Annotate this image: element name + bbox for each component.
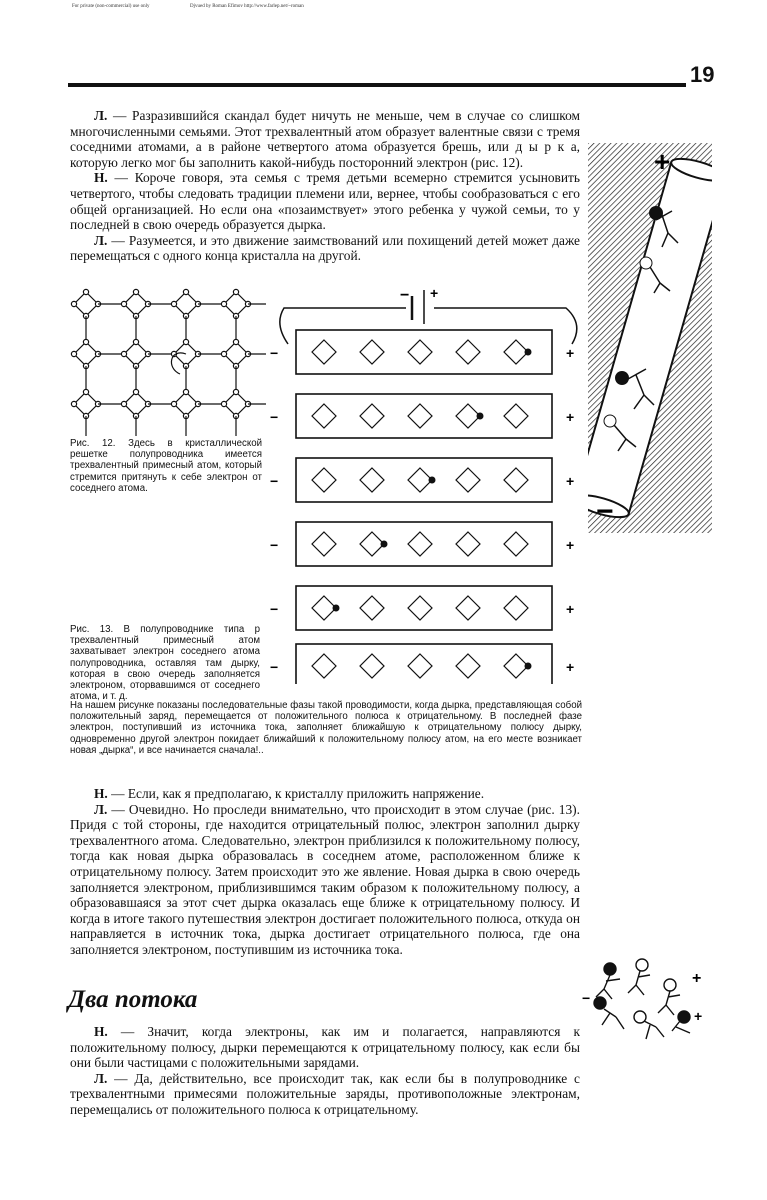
conduction-phase-row — [270, 522, 574, 566]
lattice-atom — [124, 342, 148, 366]
dialogue-text — [70, 786, 582, 958]
row-plus-label: + — [566, 345, 575, 361]
row-plus-label: + — [566, 473, 575, 489]
hole-marker — [333, 605, 340, 612]
battery-minus-label: − — [400, 287, 410, 304]
conduction-phase-row — [270, 586, 574, 630]
row-plus-label: + — [566, 409, 575, 425]
lattice-atom — [224, 392, 248, 416]
speaker-label: Н. — [94, 170, 108, 186]
paragraph-text: — Если, как я предполагаю, к кристаллу приложить напряжение. — [107, 786, 485, 801]
paragraph-text: — Значит, когда электроны, как им и полагается, направляются к положительному полюсу, дырки перемещаются к отрицательному полюсу, как если бы они были частицами с положительными зарядами. — [70, 1024, 580, 1071]
paragraph-2 — [70, 170, 580, 232]
semiconductor-tube-illustration — [588, 143, 712, 533]
closing-text — [70, 1024, 582, 1118]
lattice-atom — [224, 292, 248, 316]
speaker-label: Л. — [94, 1070, 108, 1086]
speaker-label: Н. — [94, 786, 108, 801]
lattice-atom — [74, 342, 98, 366]
row-plus-label: + — [566, 537, 575, 553]
conduction-phase-row — [270, 394, 574, 438]
hole-marker — [381, 541, 388, 548]
cartoon-plus-sign: + — [694, 1008, 703, 1024]
lattice-atom — [124, 392, 148, 416]
row-plus-label: + — [566, 601, 575, 617]
paragraph-text: — Короче говоря, эта семья с тремя детьми всемерно стремится усыновить четвертого, чтобы следовать традиции племени или, вернее, чтобы сообразоваться с его общей организацией. Но если она «позаимствует» этого ребенка у чужой семьи, то у последней в свою очередь образуется дырка. — [70, 170, 580, 233]
conduction-phase-row — [270, 458, 574, 502]
paragraph-1 — [70, 108, 580, 170]
battery-plus-label: + — [430, 285, 439, 301]
row-minus-label: − — [270, 659, 279, 675]
speaker-label: Л. — [94, 232, 108, 248]
row-minus-label: − — [270, 345, 279, 361]
tube-plus-sign: + — [654, 146, 671, 177]
speaker-label: Л. — [94, 108, 108, 123]
lattice-atom — [174, 292, 198, 316]
lattice-atom — [124, 292, 148, 316]
running-charges-cartoon — [580, 955, 710, 1045]
figure-12-caption: Рис. 12. Здесь в кристаллической решетке полупроводника имеется трехвалентный примесный атом, который стремится притянуть к себе электрон от соседнего атома. — [70, 438, 262, 494]
paragraph-7 — [70, 1071, 580, 1118]
paragraph-5 — [70, 802, 580, 958]
lattice-atom — [224, 342, 248, 366]
page-number: 19 — [690, 62, 715, 87]
row-minus-label: − — [270, 473, 279, 489]
tube-minus-sign: − — [596, 495, 614, 528]
hole-marker — [429, 477, 436, 484]
paragraph-text: — Очевидно. Но проследи внимательно, что происходит в этом случае (рис. 13). Придя с той стороны, где находится отрицательный полюс, электрон заполнил дырку трехвалентного атома. Следовательно, электрон приблизился к положительному полюсу, тогда как новая дырка образовалась в соседнем атоме, расположенном ближе к отрицательному полюсу. Затем происходит это же явление. Новая дырка в свою очередь заполняется электроном, приблизившимся таким образом к положительному полюсу, а образовавшаяся за этот счет дырка оказалась еще ближе к отрицательному полюсу. И когда в итоге такого путешествия электрон достигает положительного полюса, откуда он направляется в источник тока, дырка достигает отрицательного полюса, где она заполняется электроном, поступившим из источника тока. — [70, 801, 580, 957]
paragraph-6 — [70, 1024, 580, 1071]
electron-figure — [615, 371, 629, 385]
intro-text — [70, 108, 582, 264]
row-minus-label: − — [270, 601, 279, 617]
header-rule — [68, 83, 686, 87]
row-minus-label: − — [270, 409, 279, 425]
conduction-phases-figure — [266, 284, 592, 684]
paragraph-text: — Разумеется, и это движение заимствований или похищений детей может даже перемещаться с одного конца кристалла на другой. — [70, 232, 580, 264]
lattice-atom — [74, 392, 98, 416]
speaker-label: Н. — [94, 1024, 108, 1039]
speaker-label: Л. — [94, 801, 108, 817]
watermark-right: Djvued by Roman Efimov http://www.farlep.net/~roman — [190, 4, 304, 9]
cartoon-plus-sign: + — [692, 970, 702, 987]
figure-13-side-caption: Рис. 13. В полупроводнике типа p трехвалентный примесный атом захватывает электрон соседнего атома полупроводника, оставляя там дырку, которая в свою очередь заполняется электроном, оторвавшимся от соседнего атома, и т. д. — [70, 624, 260, 703]
figure-13-bottom-caption: На нашем рисунке показаны последовательные фазы такой проводимости, когда дырка, представляющая собой положительный заряд, перемещается от положительного полюса к отрицательному. В последней фазе электрон, поступивший из источника тока, заполняет ближайшую к отрицательному полюсу дырку, одновременно другой электрон покидает ближайший к положительному полюсу атом, на его месте возникает новая „дырка“, и все начинается сначала!.. — [70, 700, 582, 756]
hole-marker — [477, 413, 484, 420]
conduction-phase-row — [270, 330, 574, 374]
lattice-atom — [74, 292, 98, 316]
cartoon-minus-sign: − — [582, 990, 591, 1006]
paragraph-4 — [70, 786, 580, 802]
paragraph-text: — Да, действительно, все происходит так, как если бы в полупроводнике с трехвалентными примесями положительные заряды, противоположные электронам, перемещались от положительного полюса к отрицательному. — [70, 1070, 580, 1117]
hole-marker — [525, 349, 532, 356]
hole-marker — [525, 663, 532, 670]
paragraph-text: — Разразившийся скандал будет ничуть не меньше, чем в случае со слишком многочисленными семьями. Этот трехвалентный атом образует валентные связи с тремя соседними атомами, а в районе четвертого атома образуется брешь, или д ы р к а, которую легко мог бы заполнить какой-нибудь посторонний электрон (рис. 12). — [70, 108, 580, 170]
crystal-lattice-figure — [70, 288, 266, 436]
row-plus-label: + — [566, 659, 575, 675]
watermark-left: For private (non-commercial) use only — [72, 4, 150, 9]
paragraph-3 — [70, 233, 580, 264]
section-title: Два потока — [68, 986, 198, 1013]
lattice-atom — [174, 392, 198, 416]
row-minus-label: − — [270, 537, 279, 553]
conduction-phase-row — [270, 644, 574, 684]
